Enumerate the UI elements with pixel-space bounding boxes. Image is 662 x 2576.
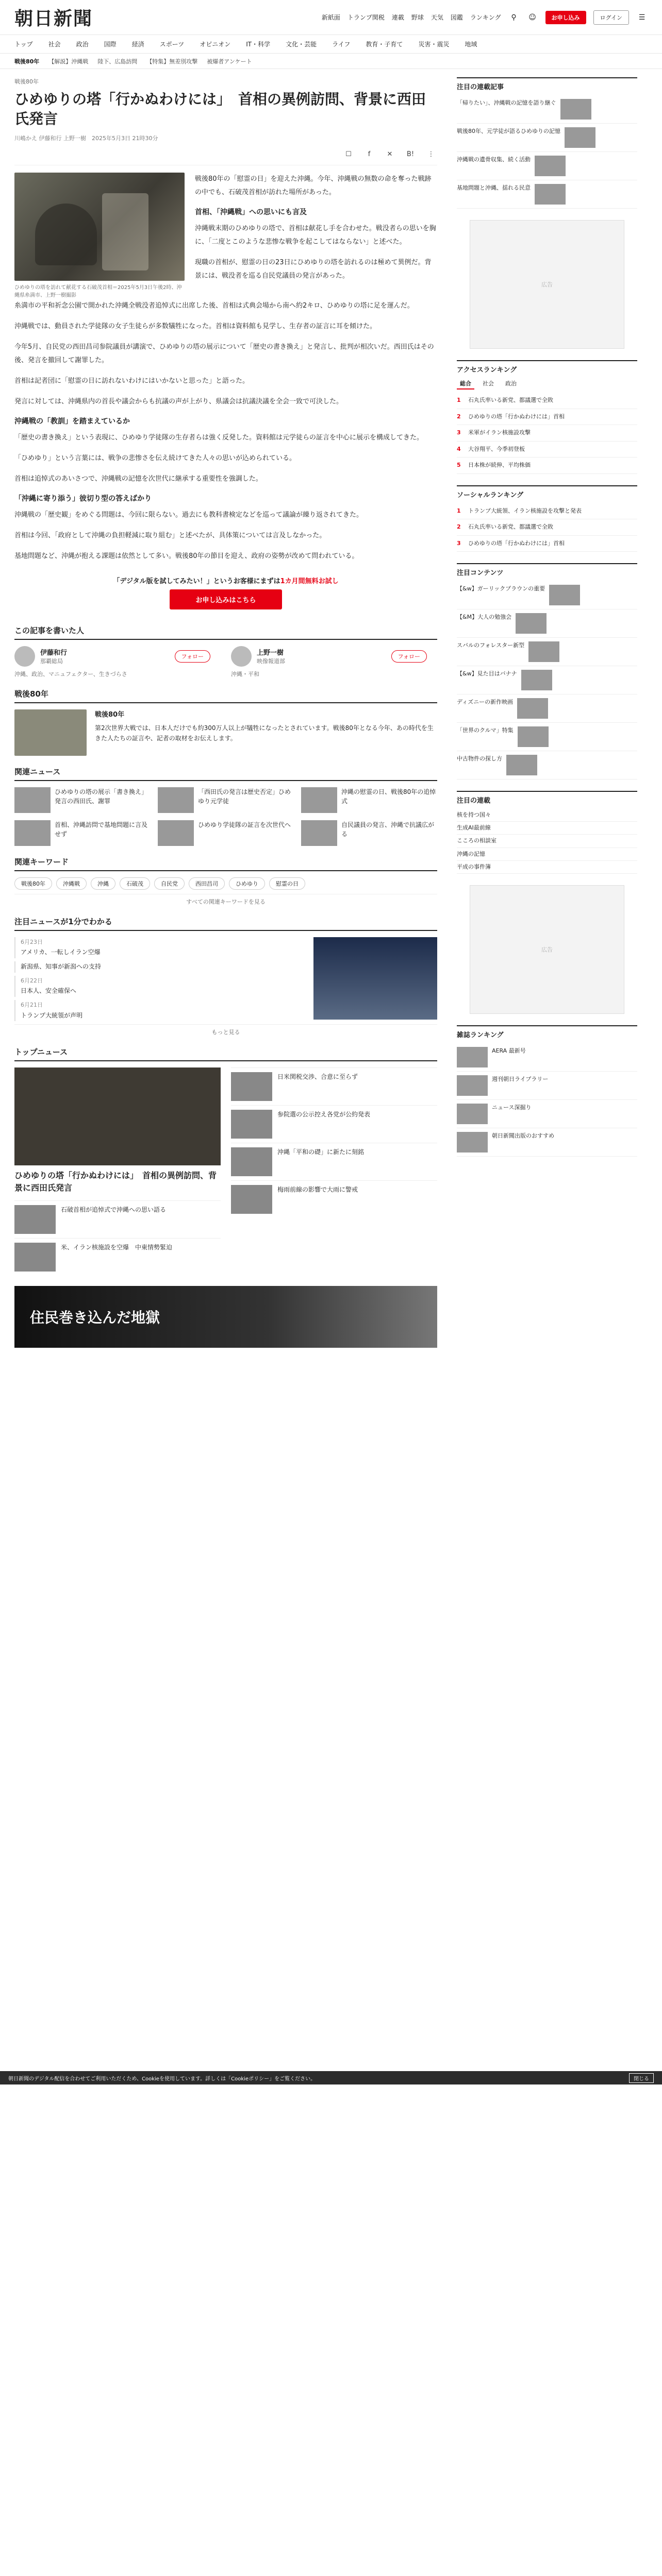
- category-link[interactable]: トップ: [14, 41, 33, 48]
- sub-nav: [0, 54, 662, 69]
- promo-text-main: 「デジタル版を試してみたい！」というお客様にまずは: [113, 577, 280, 585]
- recommend-link[interactable]: 核を持つ国々: [457, 809, 637, 822]
- category-link[interactable]: IT・科学: [246, 41, 271, 48]
- sidebar-item-text: 沖縄戦の遺骨収集、続く活動: [457, 156, 531, 163]
- news-thumb: [14, 820, 51, 846]
- section-heading: 「沖縄に寄り添う」彼切り型の答えばかり: [14, 494, 152, 503]
- timeline-date: 6月23日: [21, 938, 43, 945]
- news-thumb: [301, 787, 337, 813]
- top-link[interactable]: 図鑑: [450, 14, 463, 21]
- article-column: [14, 77, 437, 1348]
- content-item[interactable]: [457, 723, 637, 751]
- paragraph: 「歴史の書き換え」という表現に、ひめゆり学徒隊の生存者らは強く反発した。資料館は元学徒らの証言を中心に展示を構成してきた。: [14, 433, 424, 442]
- magazine-text: ニュース深掘り: [492, 1104, 532, 1111]
- more-icon[interactable]: ⋮: [427, 150, 435, 159]
- subscribe-promo: [14, 575, 437, 609]
- paragraph: 今年5月、自民党の西田昌司参院議員が講演で、ひめゆりの塔の展示について「歴史の書き換え」と発言し、批判が相次いだ。西田氏はその後、発言を撤回して謝罪した。: [14, 343, 434, 364]
- sidebar-heading: [457, 81, 637, 91]
- topnews-main-thumb: [14, 1067, 221, 1165]
- menu-icon[interactable]: ☰: [638, 13, 646, 22]
- category-link[interactable]: 社会: [48, 41, 61, 48]
- magazine-thumb: [457, 1132, 488, 1153]
- sidebar-heading: [457, 1029, 637, 1039]
- category-link[interactable]: ライフ: [332, 41, 351, 48]
- content-text: 【&M】大人の勉強会: [457, 614, 512, 620]
- category-link[interactable]: 災害・震災: [418, 41, 450, 48]
- sidebar-heading: [457, 567, 637, 577]
- sidebar-heading-text: 注目の連載: [457, 797, 491, 805]
- paragraph: 首相は今回、「政府として沖縄の負担軽減に取り組む」と述べたが、具体策については言及しなかった。: [14, 531, 326, 539]
- ranking-tab[interactable]: 総合: [457, 378, 474, 389]
- author-role: 映像報道部: [257, 658, 285, 665]
- keyword-chip[interactable]: 西田昌司: [189, 877, 225, 890]
- top-bar: [0, 0, 662, 35]
- related-news-item[interactable]: [301, 820, 437, 846]
- recommend-link[interactable]: 沖縄の記憶: [457, 848, 637, 861]
- photo-caption: ひめゆりの塔を訪れて献花する石破茂首相＝2025年5月3日午後2時、沖縄県糸満市、上野一樹撮影: [14, 284, 182, 298]
- topnews-text: 石破首相が追悼式で沖縄への思い語る: [61, 1206, 167, 1214]
- rank-number: 3: [457, 539, 461, 547]
- rank-number: 1: [457, 397, 461, 403]
- topnews-text: 参院選の公示控え各党が公約発表: [277, 1111, 371, 1118]
- topnews-text: 日米関税交渉、合意に至らず: [277, 1073, 358, 1081]
- section-heading: 沖縄戦の「教訓」を踏まえているか: [14, 417, 130, 426]
- keyword-chip[interactable]: 沖縄: [91, 877, 115, 890]
- ranking-tab[interactable]: 社会: [483, 380, 494, 387]
- timeline: [14, 937, 437, 1025]
- related-news-text: 自民議員の発言、沖縄で抗議広がる: [341, 821, 435, 838]
- magazine-thumb: [457, 1075, 488, 1096]
- paragraph: 戦後80年の「慰霊の日」を迎えた沖縄。今年、沖縄戦の無数の命を奪った戦跡の中でも、石破茂首相が訪れた場所があった。: [195, 175, 432, 196]
- timeline-item[interactable]: [14, 937, 305, 958]
- related-news-text: 首相、沖縄訪問で基地問題に言及せず: [55, 821, 148, 838]
- top-link[interactable]: 天気: [431, 14, 443, 21]
- author-role: 那覇総局: [40, 658, 63, 665]
- byline: 川嶋かえ 伊藤和行 上野一樹 2025年5月3日 21時30分: [14, 134, 158, 142]
- sidebar-item[interactable]: [457, 95, 637, 124]
- content-thumb: [506, 755, 537, 775]
- content-thumb: [549, 585, 580, 605]
- ranking-text: 米軍がイラン核施設攻撃: [468, 429, 531, 436]
- site-logo[interactable]: 朝日新聞: [14, 8, 93, 29]
- sidebar-item-text: 戦後80年、元学徒が語るひめゆりの記憶: [457, 128, 560, 134]
- sidebar-heading: [457, 795, 637, 805]
- sidebar-item[interactable]: [457, 180, 637, 209]
- paragraph: 基地問題など、沖縄が抱える課題は依然として多い。戦後80年の節目を迎え、政府の姿勢が改めて問われている。: [14, 552, 359, 560]
- ranking-list: [457, 393, 637, 474]
- follow-button[interactable]: フォロー: [391, 650, 427, 663]
- topnews-text: 沖縄「平和の礎」に新たに刻銘: [277, 1148, 365, 1156]
- social-list: [457, 503, 637, 552]
- feature-desc: 第2次世界大戦では、日本人だけでも約300万人以上が犠牲になったとされています。戦後80年となる今年、あの時代を生きた人たちの証言や、記者の取材をお伝えします。: [95, 724, 434, 742]
- timeline-item[interactable]: [14, 961, 305, 973]
- paragraph: 沖縄戦の「歴史観」をめぐる問題は、今回に限らない。過去にも教科書検定などを巡って議論が繰り返されてきた。: [14, 511, 363, 519]
- top-links: [322, 10, 648, 25]
- content-thumb: [516, 613, 547, 634]
- keyword-chip[interactable]: 沖縄戦: [56, 877, 87, 890]
- sidebar-item[interactable]: [457, 152, 637, 180]
- paragraph: 糸満市の平和祈念公園で開かれた沖縄全戦没者追悼式に出席した後、首相は式典会場から南へ約2キロ、ひめゆりの塔に足を運んだ。: [14, 301, 414, 310]
- content-thumb: [528, 641, 559, 662]
- user-icon[interactable]: ☺: [528, 13, 536, 22]
- ranking-text: 大谷翔平、今季初登板: [468, 445, 525, 452]
- content-item[interactable]: [457, 694, 637, 723]
- timeline-title: 注目ニュースが1分でわかる: [14, 916, 437, 931]
- subnav-link[interactable]: 【解説】沖縄戦: [48, 58, 89, 65]
- lead-row: [14, 173, 437, 299]
- category-nav: [0, 35, 662, 54]
- keyword-chip[interactable]: 自民党: [154, 877, 185, 890]
- magazine-list: [457, 1043, 637, 1157]
- magazine-item[interactable]: [457, 1128, 637, 1157]
- feature-card[interactable]: [14, 709, 437, 756]
- access-ranking: [457, 360, 637, 474]
- keyword-list: [14, 877, 437, 890]
- related-news-item[interactable]: [158, 787, 294, 813]
- content-text: 中古物件の探し方: [457, 755, 502, 762]
- ranking-item[interactable]: [457, 425, 637, 442]
- timeline-thumb[interactable]: [313, 937, 437, 1020]
- news-thumb: [14, 787, 51, 813]
- social-item[interactable]: [457, 519, 637, 536]
- related-news-text: 沖縄の慰霊の日、戦後80年の追悼式: [341, 788, 436, 805]
- all-keywords-link[interactable]: すべての関連キーワードを見る: [14, 894, 437, 906]
- paragraph: 現職の首相が、慰霊の日の23日にひめゆりの塔を訪れるのは極めて異例だ。背景には、戦没者を巡る自民党議員の発言があった。: [195, 258, 432, 280]
- timeline-item[interactable]: [14, 976, 305, 997]
- magazine-item[interactable]: [457, 1072, 637, 1100]
- news-thumb: [158, 820, 194, 846]
- register-button[interactable]: お申し込み: [545, 11, 586, 24]
- timeline-more-link[interactable]: もっと見る: [14, 1024, 437, 1036]
- avatar[interactable]: [14, 646, 35, 667]
- top-link[interactable]: 新紙面: [321, 14, 340, 21]
- magazine-item[interactable]: [457, 1043, 637, 1072]
- author-row: [14, 646, 210, 667]
- social-ranking: [457, 485, 637, 552]
- featured-contents: [457, 563, 637, 779]
- content-text: スバルのフォレスター新型: [457, 642, 525, 649]
- feature-text: [95, 709, 437, 756]
- top-link[interactable]: 野球: [411, 14, 424, 21]
- photo-figure: [35, 204, 97, 265]
- paragraph: 首相は記者団に「慰霊の日に訪れないわけにはいかないと思った」と語った。: [14, 377, 250, 385]
- topnews-row[interactable]: [231, 1180, 437, 1218]
- author-desc: 沖縄・平和: [231, 670, 259, 677]
- login-button[interactable]: ログイン: [593, 10, 629, 25]
- recommend-link[interactable]: こころの相談室: [457, 835, 637, 848]
- content-text: 【&w】ガーリックプラウンの重要: [457, 585, 545, 592]
- top-link[interactable]: 連載: [391, 14, 404, 21]
- top-link[interactable]: ランキング: [470, 14, 501, 21]
- author-row: [231, 646, 427, 667]
- news-thumb: [301, 820, 337, 846]
- recommend-link[interactable]: 生成AI最前線: [457, 822, 637, 835]
- magazine-item[interactable]: [457, 1100, 637, 1128]
- category-link[interactable]: オピニオン: [200, 41, 231, 48]
- author-name[interactable]: 伊藤和行: [40, 649, 68, 657]
- timeline-text: 日本人、安全確保へ: [21, 987, 77, 995]
- timeline-text: トランプ大統領が声明: [21, 1011, 83, 1019]
- timeline-text: 新潟県、知事が新潟への支持: [21, 962, 102, 970]
- related-news-text: 「西田氏の発言は歴史否定」ひめゆり元学徒: [198, 788, 291, 805]
- ad-slot[interactable]: 広告: [470, 220, 624, 349]
- authors: [14, 646, 437, 678]
- promo-text: [14, 575, 437, 585]
- sidebar-thumb: [565, 127, 595, 148]
- content-item[interactable]: [457, 638, 637, 666]
- ranking-tab[interactable]: 政治: [505, 380, 517, 387]
- topnews-row[interactable]: [14, 1200, 221, 1238]
- topnews-thumb: [14, 1243, 56, 1272]
- cookie-close-button[interactable]: 閉じる: [629, 2073, 654, 2083]
- ranking-item[interactable]: [457, 457, 637, 474]
- social-item[interactable]: [457, 503, 637, 520]
- sidebar-heading-text: 注目コンテンツ: [457, 569, 504, 577]
- hatena-icon[interactable]: B!: [406, 150, 415, 159]
- rank-number: 2: [457, 413, 461, 420]
- social-text: トランプ大統領、イラン核施設を攻撃と発表: [468, 507, 582, 514]
- lead-text: [195, 173, 437, 299]
- subscribe-button[interactable]: お申し込みはこちら: [170, 589, 282, 609]
- main-content: [0, 69, 662, 1348]
- paragraph: 沖縄戦では、動員された学徒隊の女子生徒らが多数犠牲になった。首相は資料館も見学し、生存者の証言に耳を傾けた。: [14, 322, 377, 330]
- breadcrumb[interactable]: 戦後80年: [14, 78, 39, 85]
- category-link[interactable]: スポーツ: [159, 41, 185, 48]
- ranking-text: 日本株が続伸、平均株価: [468, 462, 531, 468]
- related-news-item[interactable]: [158, 820, 294, 846]
- category-link[interactable]: 国際: [104, 41, 117, 48]
- related-news-title: 関連ニュース: [14, 766, 437, 781]
- timeline-date: 6月22日: [21, 977, 43, 984]
- category-link[interactable]: 教育・子育て: [366, 41, 403, 48]
- keywords-title: 関連キーワード: [14, 856, 437, 871]
- x-icon[interactable]: ✕: [387, 150, 393, 159]
- rank-number: 1: [457, 507, 461, 514]
- bookmark-icon[interactable]: ☐: [345, 150, 352, 159]
- sidebar-heading: [457, 364, 637, 374]
- magazine-text: 朝日新聞出版のおすすめ: [492, 1132, 555, 1139]
- sidebar-heading-text: 注目の連載記事: [457, 83, 504, 91]
- topnews-side: [231, 1067, 437, 1276]
- subnav-link[interactable]: 【特集】無差別攻撃: [146, 58, 198, 65]
- topnews-text: 米、イラン核施設を空爆 中東情勢緊迫: [61, 1244, 173, 1251]
- ranking-item[interactable]: [457, 393, 637, 409]
- news-thumb: [158, 787, 194, 813]
- related-news-text: ひめゆり学徒隊の証言を次世代へ: [198, 821, 291, 828]
- paragraph: 沖縄戦末期のひめゆりの塔で、首相は献花し手を合わせた。戦没者らの思いを胸に、「二度とこのような悲惨な戦争を起こしてはならない」と述べた。: [195, 224, 436, 246]
- topnews-row[interactable]: [231, 1105, 437, 1143]
- photo-monument: [102, 193, 148, 270]
- subnav-link[interactable]: 陸下、広島訪問: [97, 58, 138, 65]
- feature-label: 戦後80年: [95, 710, 125, 719]
- keyword-chip[interactable]: 石破茂: [120, 877, 150, 890]
- sidebar-heading-text: アクセスランキング: [457, 366, 517, 374]
- author-card: [14, 646, 210, 678]
- social-text: ひめゆりの塔「行かぬわけには」首相: [468, 539, 565, 547]
- authors-title: この記事を書いた人: [14, 625, 437, 640]
- topnews-row[interactable]: [231, 1143, 437, 1180]
- paragraph: 「ひめゆり」という言葉には、戦争の悲惨さを伝え続けてきた人々の思いが込められている。: [14, 454, 296, 462]
- category-link[interactable]: 政治: [76, 41, 89, 48]
- content-text: 「世界のクルマ」特集: [457, 727, 514, 734]
- category-link[interactable]: 文化・芸能: [286, 41, 317, 48]
- magazine-thumb: [457, 1104, 488, 1124]
- sidebar-thumb: [535, 184, 566, 205]
- sidebar-serial: [457, 77, 637, 209]
- magazine-text: 週刊朝日ライブラリー: [492, 1075, 549, 1082]
- top-link[interactable]: トランプ関税: [347, 14, 385, 21]
- ranking-item[interactable]: [457, 409, 637, 426]
- social-text: 石丸氏率いる新党、都議選で全敗: [468, 523, 553, 530]
- category-link[interactable]: 経済: [131, 41, 144, 48]
- subnav-link[interactable]: 被爆者アンケート: [207, 58, 252, 65]
- topnews-thumb: [231, 1072, 272, 1101]
- content-text: 【&w】見た目はバナナ: [457, 670, 517, 677]
- content-text: ディズニーの新作映画: [457, 699, 514, 705]
- timeline-item[interactable]: [14, 1000, 305, 1021]
- recommend-link[interactable]: 平成の事件簿: [457, 861, 637, 874]
- related-news-text: ひめゆりの塔の展示「書き換え」発言の西田氏、謝罪: [55, 788, 148, 805]
- author-desc: 沖縄、政治、マニュフェクター、生きづらさ: [14, 670, 127, 677]
- magazine-thumb: [457, 1047, 488, 1067]
- sidebar-item[interactable]: [457, 124, 637, 152]
- sidebar: [457, 77, 637, 1348]
- magazine-text: AERA 最新号: [492, 1047, 526, 1054]
- follow-button[interactable]: フォロー: [175, 650, 210, 663]
- share-actions: [14, 148, 437, 165]
- cookie-text: 朝日新聞のデジタル配信を合わせてご利用いただくため、Cookieを使用しています。詳しくは「Cookieポリシー」をご覧ください。: [8, 2076, 316, 2082]
- lead-heading: 首相、「沖縄戦」への思いにも言及: [195, 208, 307, 216]
- sidebar-item-text: 「帰りたい」、沖縄戦の記憶を語り継ぐ: [457, 99, 556, 106]
- keyword-chip[interactable]: ひめゆり: [229, 877, 265, 890]
- facebook-icon[interactable]: f: [368, 150, 371, 159]
- topnews-main-title: ひめゆりの塔「行かぬわけには」 首相の異例訪問、背景に西田氏発言: [14, 1171, 217, 1193]
- sidebar-item-text: 基地問題と沖縄、揺れる民意: [457, 184, 531, 191]
- promo-emphasis: 1カ月間無料お試し: [280, 577, 339, 585]
- paragraph: 首相は追悼式のあいさつで、沖縄戦の記憶を次世代に継承する重要性を強調した。: [14, 474, 262, 483]
- lead-photo[interactable]: [14, 173, 185, 281]
- article-body: [14, 299, 437, 563]
- timeline-list: [14, 937, 305, 1025]
- keyword-chip[interactable]: 慰霊の日: [269, 877, 305, 890]
- author-info: [257, 647, 285, 665]
- ranking-text: 石丸氏率いる新党、都議選で全敗: [468, 397, 553, 403]
- topnews-thumb: [231, 1110, 272, 1139]
- topnews-main[interactable]: [14, 1067, 221, 1276]
- ad-slot[interactable]: 広告: [470, 885, 624, 1014]
- content-item[interactable]: [457, 609, 637, 638]
- article-title: ひめゆりの塔「行かぬわけには」 首相の異例訪問、背景に西田氏発言: [14, 91, 426, 127]
- related-news-item[interactable]: [301, 787, 437, 813]
- rank-number: 5: [457, 462, 461, 468]
- ranking-tabs: [457, 378, 637, 389]
- content-item[interactable]: [457, 666, 637, 694]
- category-link[interactable]: 地域: [465, 41, 477, 48]
- sidebar-list: [457, 95, 637, 209]
- topnews: [14, 1067, 437, 1276]
- feature-thumb: [14, 709, 87, 756]
- ranking-item[interactable]: [457, 442, 637, 458]
- content-item[interactable]: [457, 581, 637, 609]
- search-icon[interactable]: ⚲: [511, 13, 517, 22]
- related-news-item[interactable]: [14, 820, 151, 846]
- magazine-ranking: [457, 1025, 637, 1157]
- content-thumb: [521, 670, 552, 690]
- author-info: [40, 647, 67, 665]
- timeline-text: アメリカ、一転しイラン空爆: [21, 948, 101, 956]
- related-news-grid: [14, 787, 437, 846]
- contents-list: [457, 581, 637, 779]
- feature-title: 戦後80年: [14, 688, 437, 703]
- topnews-title: トップニュース: [14, 1046, 437, 1061]
- sidebar-heading-text: ソーシャルランキング: [457, 491, 524, 499]
- recommend-box: [457, 791, 637, 874]
- content-item[interactable]: [457, 751, 637, 779]
- content-thumb: [518, 726, 549, 747]
- author-card: [231, 646, 427, 678]
- ranking-text: ひめゆりの塔「行かぬわけには」首相: [468, 413, 565, 420]
- paragraph: 発言に対しては、沖縄県内の首長や議会からも抗議の声が上がり、県議会は抗議決議を全会一致で可決した。: [14, 397, 343, 405]
- cookie-banner: [0, 2071, 662, 2084]
- feature-banner[interactable]: 住民巻き込んだ地獄: [14, 1286, 437, 1348]
- lead-photo-wrap: [14, 173, 185, 299]
- related-news-item[interactable]: [14, 787, 151, 813]
- timeline-date: 6月21日: [21, 1001, 43, 1008]
- subnav-link[interactable]: 戦後80年: [14, 58, 40, 65]
- topnews-thumb: [231, 1147, 272, 1176]
- topnews-row[interactable]: [14, 1238, 221, 1276]
- social-item[interactable]: [457, 536, 637, 552]
- rank-number: 3: [457, 429, 461, 436]
- sidebar-thumb: [560, 99, 591, 120]
- topnews-row[interactable]: [231, 1067, 437, 1105]
- topnews-thumb: [14, 1205, 56, 1234]
- author-name[interactable]: 上野一樹: [257, 649, 284, 657]
- sidebar-heading: [457, 489, 637, 499]
- sidebar-heading-text: 雑誌ランキング: [457, 1031, 504, 1039]
- avatar[interactable]: [231, 646, 252, 667]
- sidebar-thumb: [535, 156, 566, 176]
- rank-number: 2: [457, 523, 461, 530]
- keyword-chip[interactable]: 戦後80年: [14, 877, 52, 890]
- content-thumb: [517, 698, 548, 719]
- topnews-text: 梅雨前線の影響で大雨に警戒: [277, 1186, 358, 1194]
- topnews-thumb: [231, 1185, 272, 1214]
- rank-number: 4: [457, 445, 461, 452]
